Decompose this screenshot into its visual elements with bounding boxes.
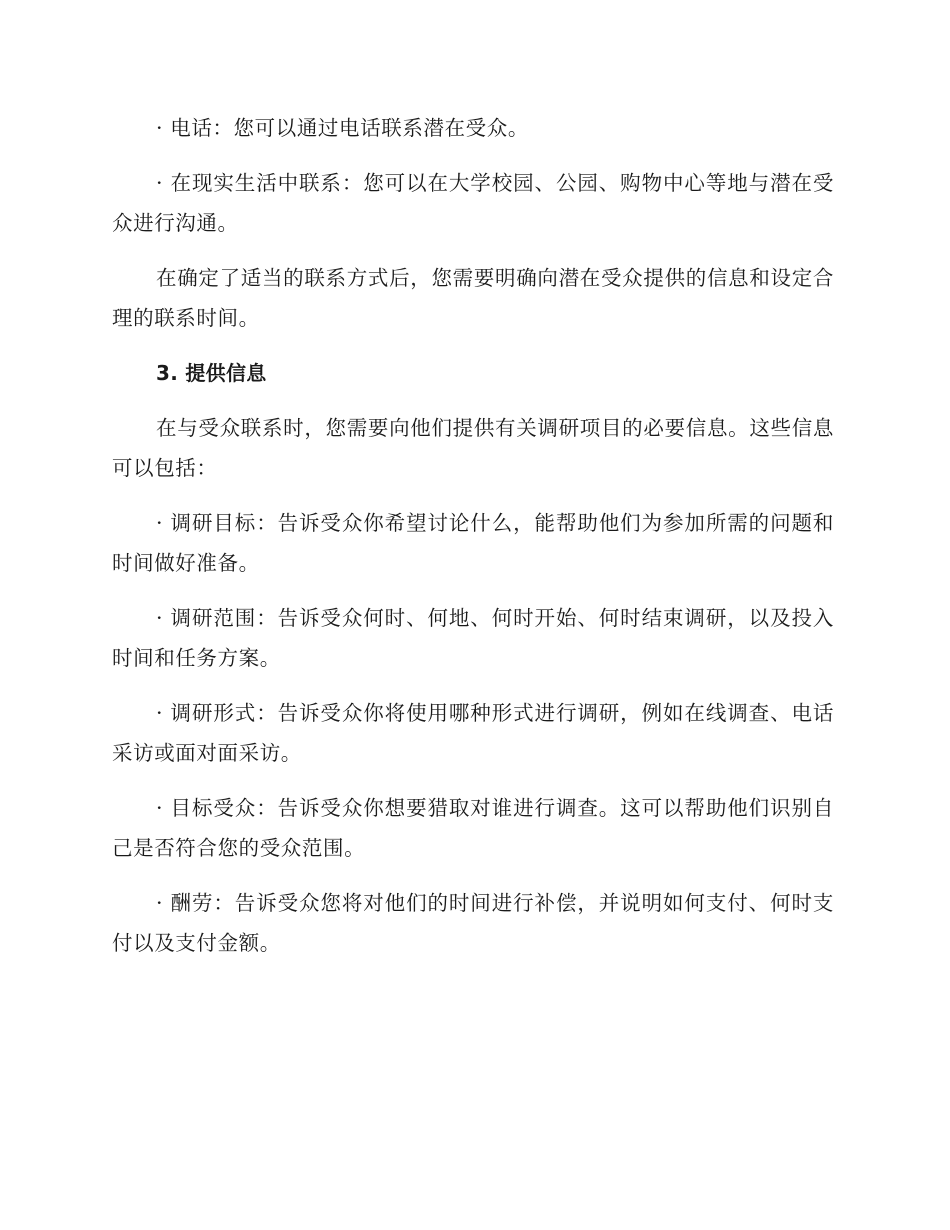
document-page [112, 108, 834, 978]
bullet-in-person: · 在现实生活中联系：您可以在大学校园、公园、购物中心等地与潜在受众进行沟通。 [112, 171, 834, 235]
bullet-phone: · 电话：您可以通过电话联系潜在受众。 [156, 116, 529, 140]
paragraph-info-intro: 在与受众联系时，您需要向他们提供有关调研项目的必要信息。这些信息可以包括： [112, 416, 834, 480]
bullet-compensation: · 酬劳：告诉受众您将对他们的时间进行补偿，并说明如何支付、何时支付以及支付金额。 [112, 891, 834, 955]
bullet-research-goal: · 调研目标：告诉受众你希望讨论什么，能帮助他们为参加所需的问题和时间做好准备。 [112, 511, 834, 575]
bullet-target-audience: · 目标受众：告诉受众你想要猎取对谁进行调查。这可以帮助他们识别自己是否符合您的受众范围。 [112, 796, 834, 860]
bullet-research-format: · 调研形式：告诉受众你将使用哪种形式进行调研，例如在线调查、电话采访或面对面采访。 [112, 701, 834, 765]
bullet-research-scope: · 调研范围：告诉受众何时、何地、何时开始、何时结束调研，以及投入时间和任务方案。 [112, 606, 834, 670]
section-heading: 3. 提供信息 [156, 361, 267, 385]
paragraph-contact-summary: 在确定了适当的联系方式后，您需要明确向潜在受众提供的信息和设定合理的联系时间。 [112, 266, 834, 330]
